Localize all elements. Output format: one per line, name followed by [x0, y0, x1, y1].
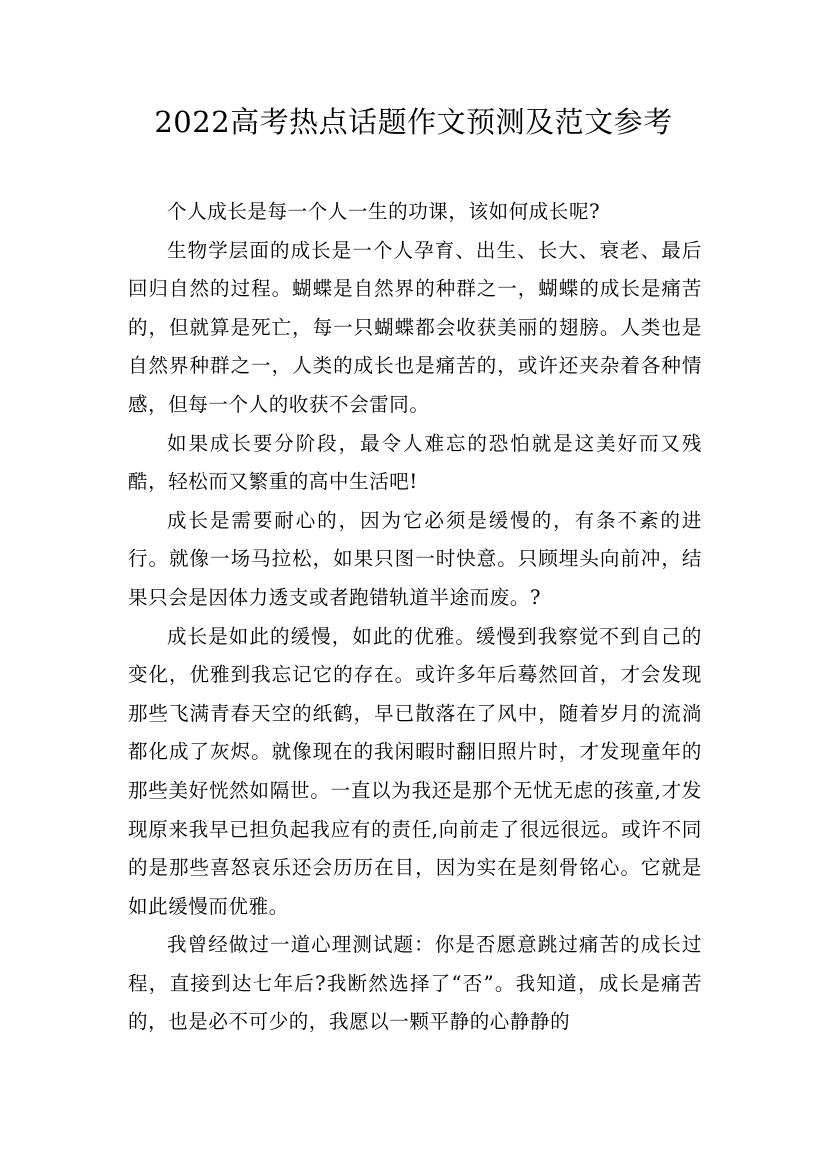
paragraph: 成长是需要耐心的，因为它必须是缓慢的，有条不紊的进行。就像一场马拉松，如果只图一时快意。只顾埋头向前冲，结果只会是因体力透支或者跑错轨道半途而废。?	[128, 508, 702, 609]
paragraph: 个人成长是每一个人一生的功课，该如何成长呢?	[167, 200, 601, 223]
paragraph: 我曾经做过一道心理测试题：你是否愿意跳过痛苦的成长过程，直接到达七年后?我断然选择了“否”。我知道，成长是痛苦的，也是必不可少的，我愿以一颗平静的心静静的	[128, 933, 702, 1034]
document-title: 2022高考热点话题作文预测及范文参考	[154, 105, 673, 139]
paragraph: 生物学层面的成长是一个人孕育、出生、长大、衰老、最后回归自然的过程。蝴蝶是自然界的种群之一，蝴蝶的成长是痛苦的，但就算是死亡，每一只蝴蝶都会收获美丽的翅膀。人类也是自然界种群之一，人类的成长也是痛苦的，或许还夹杂着各种情感，但每一个人的收获不会雷同。	[128, 238, 702, 416]
paragraph: 成长是如此的缓慢，如此的优雅。缓慢到我察觉不到自己的变化，优雅到我忘记它的存在。或许多年后蓦然回首，才会发现那些飞满青春天空的纸鹤，早已散落在了风中，随着岁月的流淌都化成了灰烬。就像现在的我闲暇时翻旧照片时，才发现童年的那些美好恍然如隔世。一直以为我还是那个无忧无虑的孩童,才发现原来我早已担负起我应有的责任,向前走了很远很远。或许不同的是那些喜怒哀乐还会历历在目，因为实在是刻骨铭心。它就是如此缓慢而优雅。	[128, 624, 702, 918]
paragraph: 如果成长要分阶段，最令人难忘的恐怕就是这美好而又残酷，轻松而又繁重的高中生活吧!	[128, 431, 702, 494]
document-body	[128, 193, 702, 1042]
